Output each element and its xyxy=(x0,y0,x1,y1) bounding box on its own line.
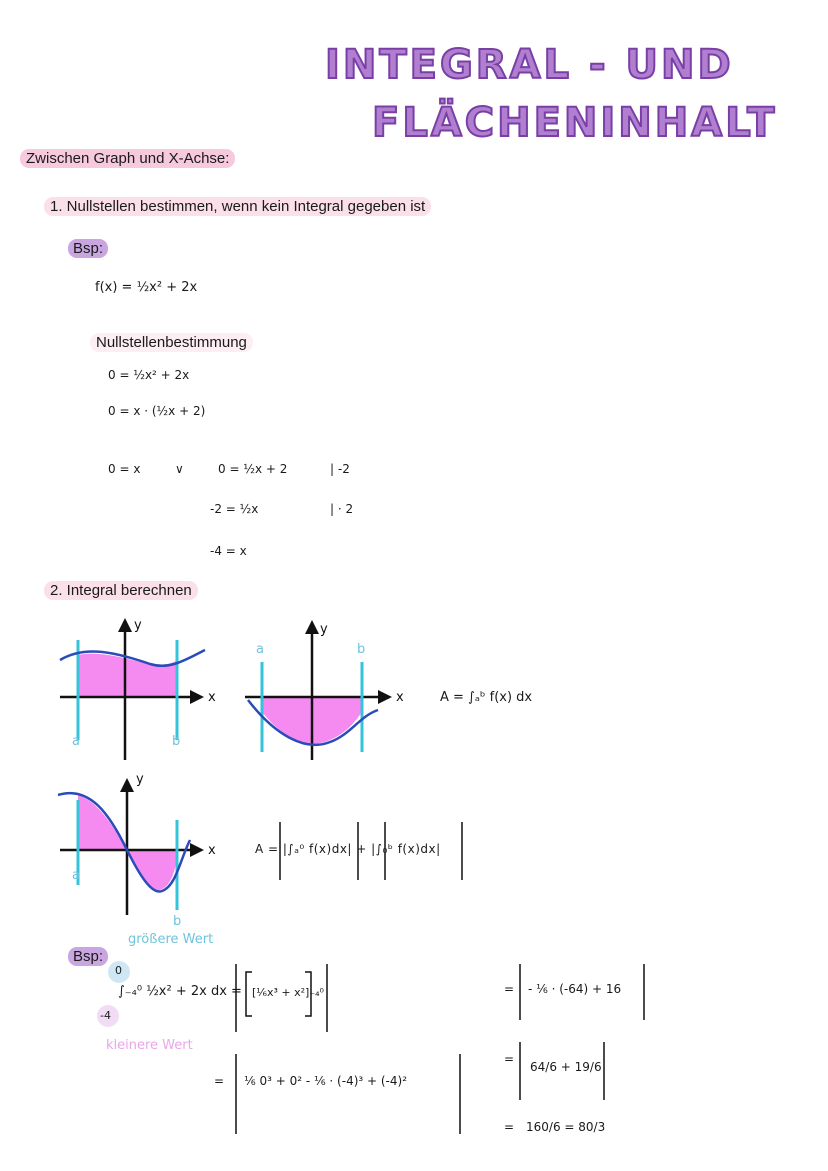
upper-note: größere Wert xyxy=(128,932,214,947)
step-1-text: 1. Nullstellen bestimmen, wenn kein Integral gegeben ist xyxy=(44,197,431,216)
calc-line-1: 0 = ½x² + 2x xyxy=(108,368,190,382)
eq-sign-4: = xyxy=(504,1120,515,1134)
graph2-x-label: x xyxy=(396,690,404,705)
title-line-2: FLÄCHENINHALT xyxy=(372,100,778,146)
example-function: f(x) = ½x² + 2x xyxy=(95,280,198,295)
step-c: 64/6 + 19/6 xyxy=(530,1060,602,1074)
graph3-a-label: a xyxy=(72,868,80,883)
eq-sign-2: = xyxy=(504,982,515,996)
graph3-y-label: y xyxy=(136,772,144,787)
graph2-b-label: b xyxy=(357,642,366,657)
calc-line-3a: 0 = x xyxy=(108,462,141,476)
calc-line-5: -4 = x xyxy=(210,544,247,558)
step-a: ⅙ 0³ + 0² - ⅙ · (-4)³ + (-4)² xyxy=(244,1074,408,1088)
step-2-text: 2. Integral berechnen xyxy=(44,581,198,600)
step-b: - ⅙ · (-64) + 16 xyxy=(528,982,622,996)
antiderivative: [⅙x³ + x²]₋₄⁰ xyxy=(252,986,324,999)
title-line-1: INTEGRAL - UND xyxy=(325,42,734,88)
bsp-label-text: Bsp: xyxy=(68,239,108,258)
calc-op-1: | -2 xyxy=(330,462,350,476)
formula-single: A = ∫ₐᵇ f(x) dx xyxy=(440,690,533,705)
graph3-b-label: b xyxy=(173,914,182,929)
graph2-y-label: y xyxy=(320,622,328,637)
graph1-y-label: y xyxy=(134,618,142,633)
graph1-b-label: b xyxy=(172,734,181,749)
bsp2-label-text: Bsp: xyxy=(68,947,108,966)
graph1-x-label: x xyxy=(208,690,216,705)
section-header-text: Zwischen Graph und X-Achse: xyxy=(20,149,235,168)
formula-split: A = |∫ₐ⁰ f(x)dx| + |∫₀ᵇ f(x)dx| xyxy=(255,842,441,856)
graph1-a-label: a xyxy=(72,734,80,749)
nullstellen-heading-text: Nullstellenbestimmung xyxy=(90,333,253,352)
lower-note: kleinere Wert xyxy=(106,1038,193,1053)
calc-line-2: 0 = x · (½x + 2) xyxy=(108,404,206,418)
calc-line-4: -2 = ½x xyxy=(210,502,259,516)
calc-or: ∨ xyxy=(175,462,184,476)
lower-limit: -4 xyxy=(100,1009,111,1022)
final-integral: ∫₋₄⁰ ½x² + 2x dx = xyxy=(118,984,242,999)
graph3-x-label: x xyxy=(208,843,216,858)
calc-line-3b: 0 = ½x + 2 xyxy=(218,462,288,476)
eq-sign-3: = xyxy=(504,1052,515,1066)
graph2-a-label: a xyxy=(256,642,264,657)
calc-op-2: | · 2 xyxy=(330,502,354,516)
upper-limit: 0 xyxy=(115,964,122,977)
eq-sign-1: = xyxy=(214,1074,225,1088)
step-d: 160/6 = 80/3 xyxy=(526,1120,606,1134)
